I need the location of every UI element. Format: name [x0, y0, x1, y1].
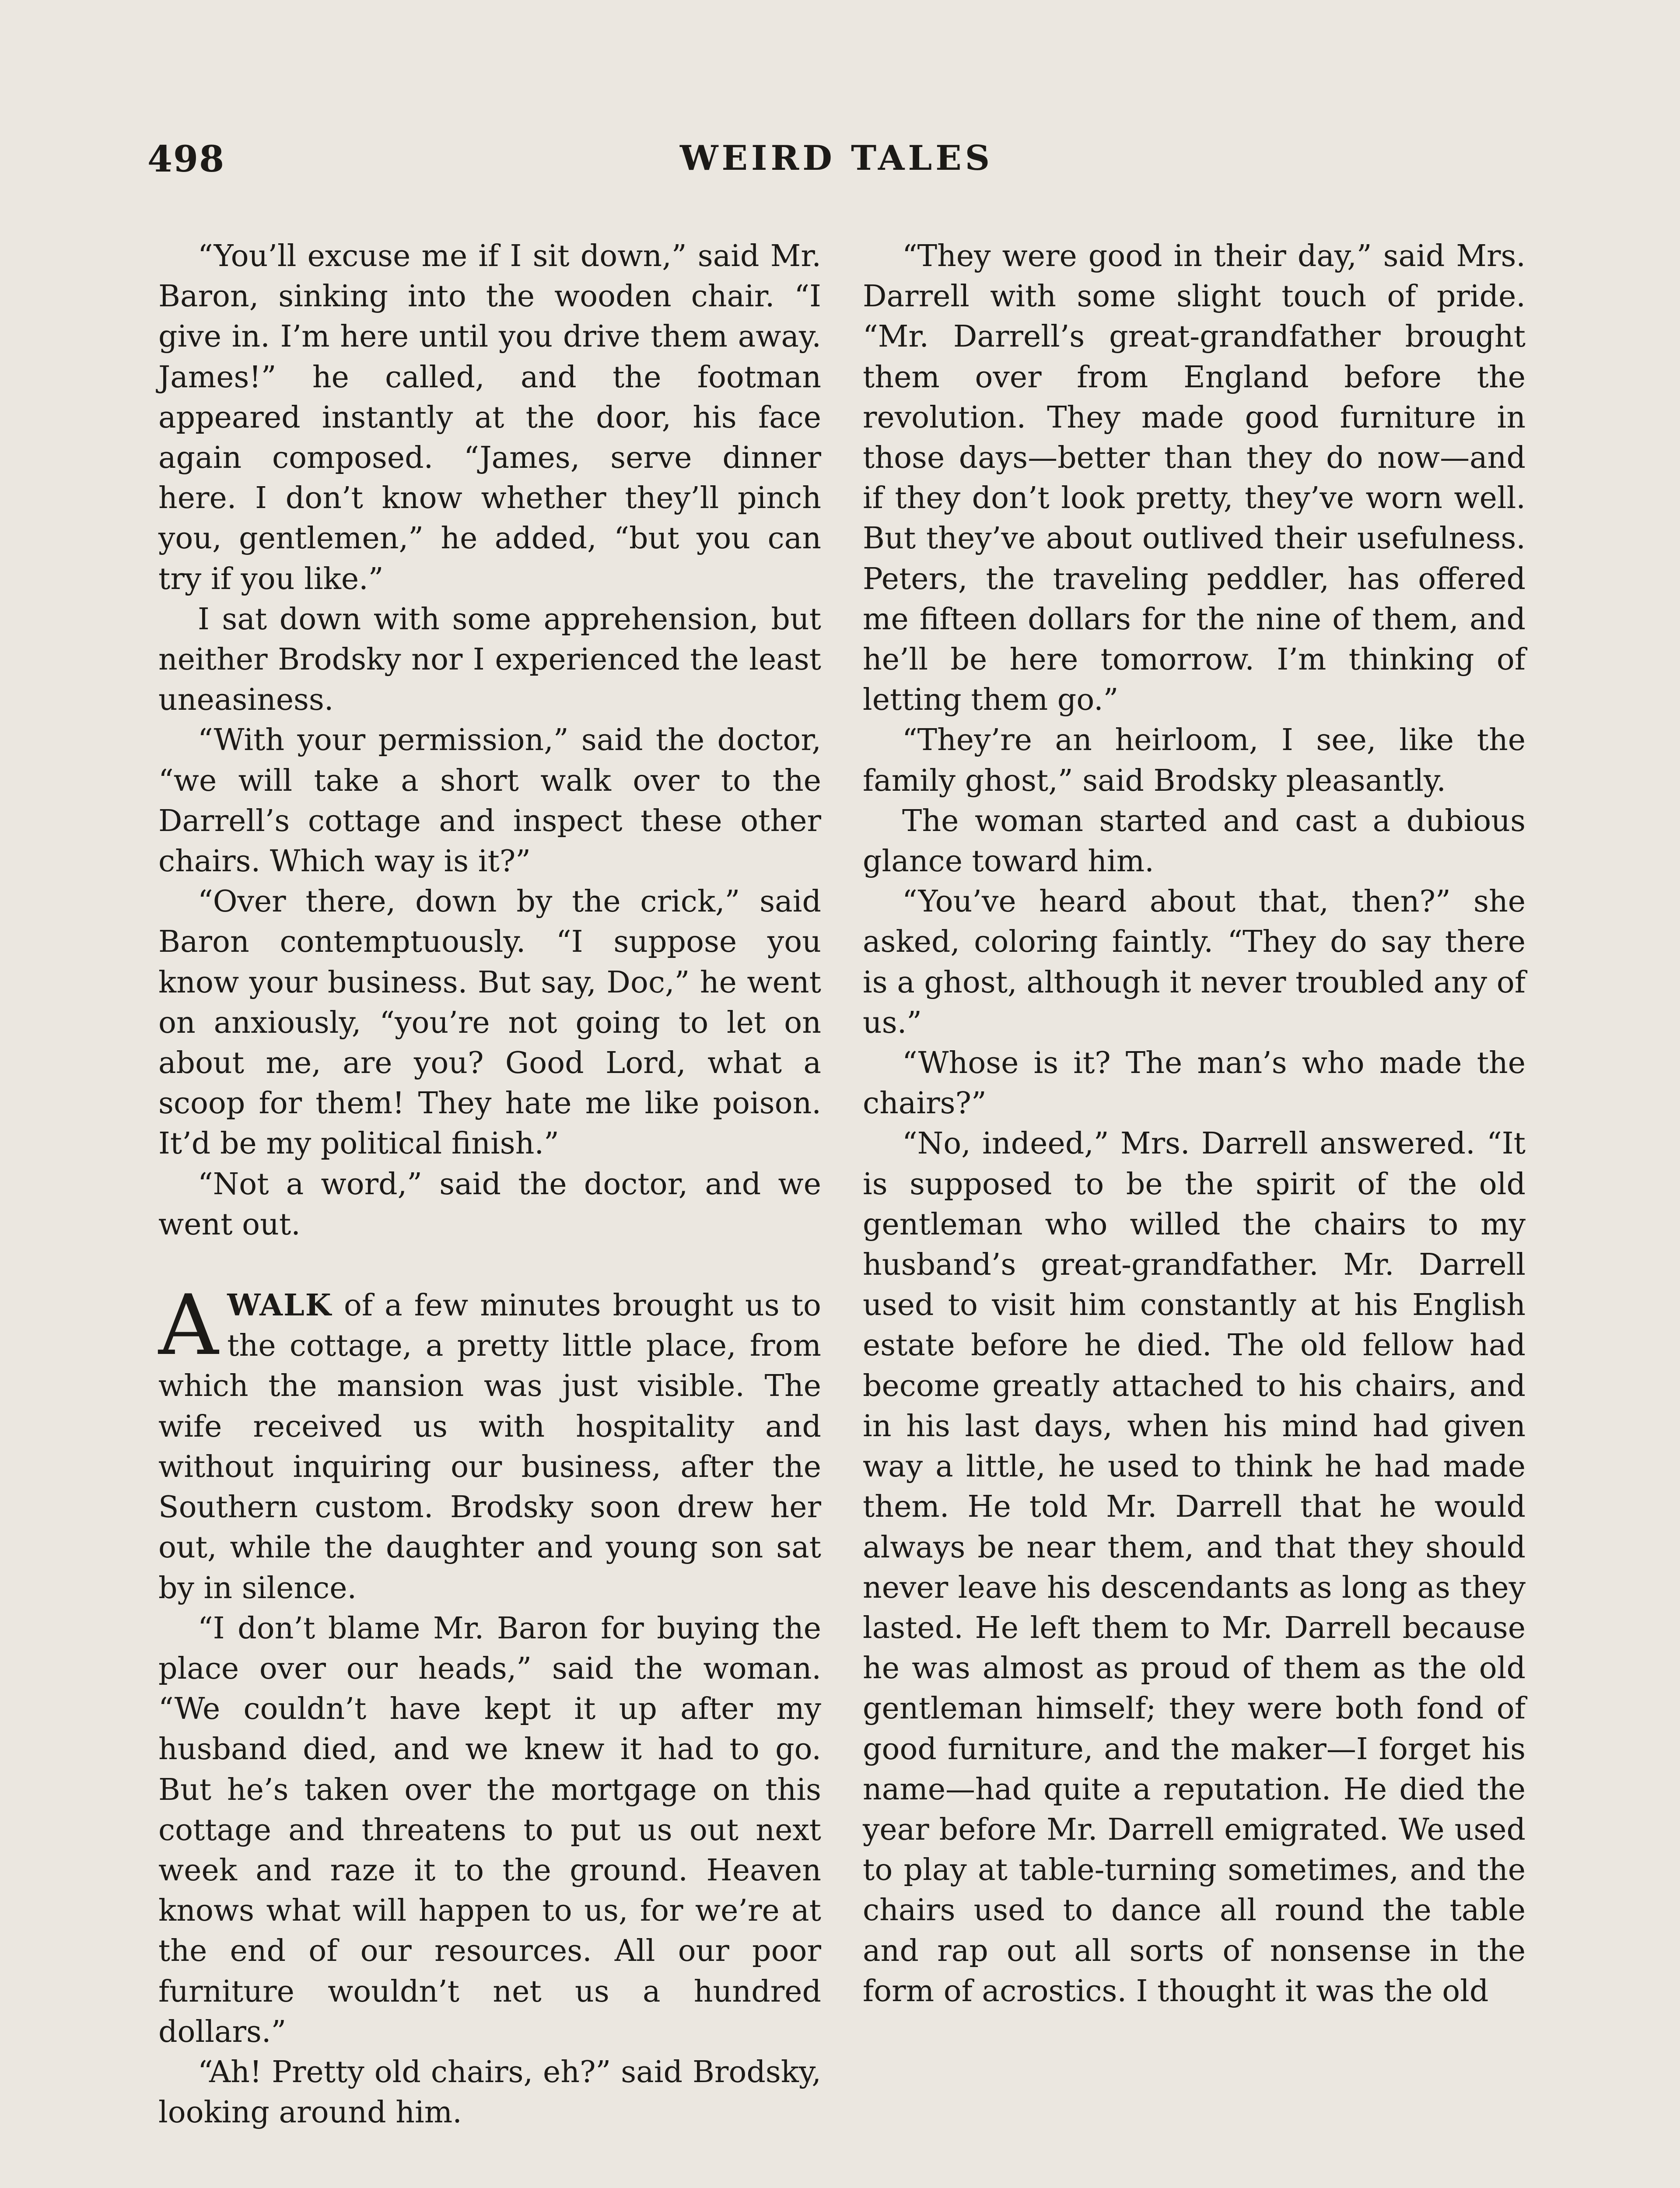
paragraph: “No, indeed,” Mrs. Darrell answered. “It is supposed to be the spirit of the old gentleman who willed the chairs to my husband’s great-grandfather. Mr. Darrell used to visit him constantly at his English estate before he died. The old fellow had become greatly attached to his chairs, and in his last days, when his mind had given way a little, he used to think he had made them. He told Mr. Darrell that he would always be near them, and that they should never leave his descendants as long as they lasted. He left them to Mr. Darrell because he was almost as proud of them as the old gentleman himself; they were both fond of good furniture, and the maker—I forget his name—had quite a reputation. He died the year before Mr. Darrell emigrated. We used to play at table-turning sometimes, and the chairs used to dance all round the table and rap out all sorts of nonsense in the form of acrostics. I thought it was the old — [863, 1126, 1526, 2009]
paragraph-text: of a few minutes brought us to the cottage, a pretty little place, from which the mansion was just visible. The wife received us with hospitality and without inquiring our business, after the Southern custom. Brodsky soon drew her out, while the daughter and young son sat by in silence. — [158, 1288, 821, 1606]
paragraph: “You’ll excuse me if I sit down,” said Mr. Baron, sinking into the wooden chair. “I give in. I’m here until you drive them away. James!” he called, and the footman appeared instantly at the door, his face again composed. “James, serve dinner here. I don’t know whether they’ll pinch you, gentlemen,” he added, “but you can try if you like.” — [158, 239, 821, 596]
small-caps-lead: WALK — [227, 1288, 332, 1323]
page-header — [147, 138, 1526, 191]
paragraph: “Ah! Pretty old chairs, eh?” said Brodsky, looking around him. — [158, 2055, 821, 2130]
page-number: 498 — [147, 138, 225, 180]
left-column — [158, 236, 821, 2133]
right-column — [863, 236, 1526, 2012]
paragraph: “Whose is it? The man’s who made the chairs?” — [863, 1046, 1526, 1121]
paragraph: “I don’t blame Mr. Baron for buying the place over our heads,” said the woman. “We couldn’t have kept it up after my husband died, and we knew it had to go. But he’s taken over the mortgage on this cottage and threatens to put us out next week and raze it to the ground. Heaven knows what will happen to us, for we’re at the end of our resources. All our poor furniture wouldn’t net us a hundred dollars.” — [158, 1611, 821, 2049]
paragraph: “You’ve heard about that, then?” she asked, coloring faintly. “They do say there is a ghost, although it never troubled any of us.” — [863, 884, 1526, 1040]
paragraph: The woman started and cast a dubious glance toward him. — [863, 803, 1526, 879]
drop-cap: A — [158, 1277, 219, 1374]
paragraph: I sat down with some apprehension, but neither Brodsky nor I experienced the least uneasiness. — [158, 602, 821, 718]
paragraph: “They’re an heirloom, I see, like the family ghost,” said Brodsky pleasantly. — [863, 723, 1526, 798]
paragraph: “Not a word,” said the doctor, and we went out. — [158, 1167, 821, 1242]
paragraph: “With your permission,” said the doctor, “we will take a short walk over to the Darrell’s cottage and inspect these other chairs. Which way is it?” — [158, 723, 821, 879]
paragraph: “Over there, down by the crick,” said Baron contemptuously. “I suppose you know your business. But say, Doc,” he went on anxiously, “you’re not going to let on about me, are you? Good Lord, what a scoop for them! They hate me like poison. It’d be my political finish.” — [158, 884, 821, 1161]
paragraph: “They were good in their day,” said Mrs. Darrell with some slight touch of pride. “Mr. Darrell’s great-grandfather brought them over from England before the revolution. They made good furniture in those days—better than they do now—and if they don’t look pretty, they’ve worn well. But they’ve about outlived their usefulness. Peters, the traveling peddler, has offered me fifteen dollars for the nine of them, and he’ll be here tomorrow. I’m thinking of letting them go.” — [863, 239, 1526, 718]
section-break — [158, 1245, 821, 1285]
running-title: WEIRD TALES — [679, 138, 994, 178]
dropcap-paragraph — [158, 1277, 821, 1609]
